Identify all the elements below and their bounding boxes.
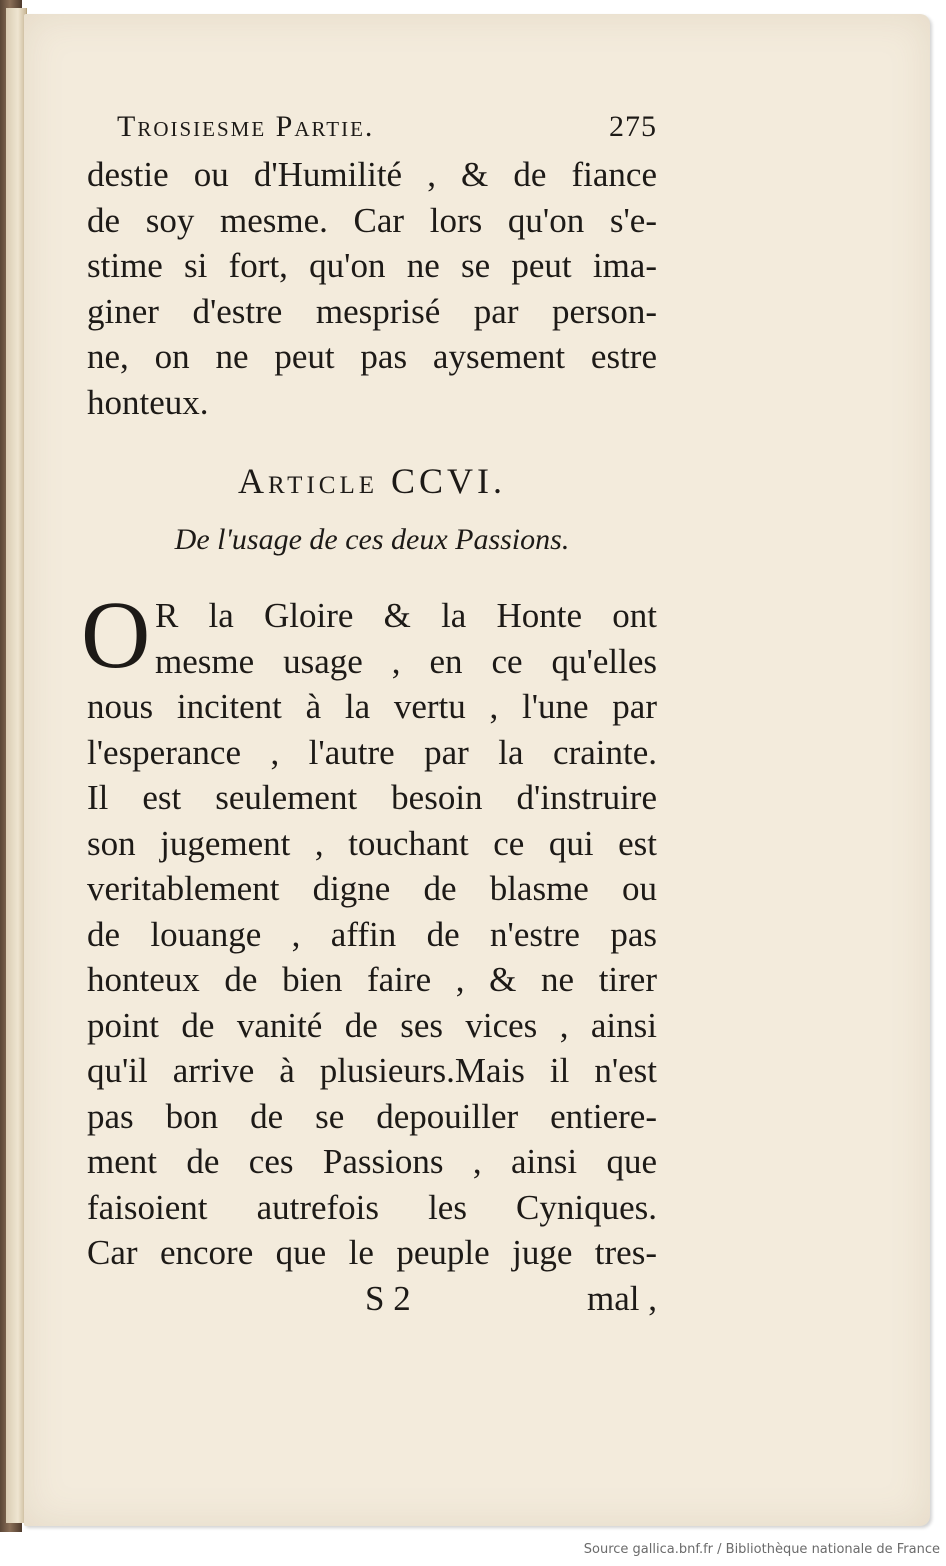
- text-line: de soy mesme. Car lors qu'on s'e-: [87, 200, 657, 240]
- text-line: faisoient autrefois les Cyniques.: [87, 1187, 657, 1227]
- text-line: giner d'estre mesprisé par person-: [87, 291, 657, 331]
- page-number: 275: [609, 110, 657, 143]
- text-line: R la Gloire & la Honte ont: [155, 596, 657, 635]
- text-line: honteux de bien faire , & ne tirer: [87, 960, 657, 999]
- text-line: son jugement , touchant ce qui est: [87, 823, 657, 863]
- article-subtitle: De l'usage de ces deux Passions.: [174, 523, 570, 556]
- text-line: honteux.: [87, 382, 209, 422]
- page-sheet: [24, 14, 930, 1526]
- article-paragraph: [81, 581, 657, 1276]
- text-line: ment de ces Passions , ainsi que: [87, 1142, 657, 1181]
- continued-paragraph: [87, 152, 657, 425]
- text-line: qu'il arrive à plusieurs.Mais il n'est: [87, 1051, 657, 1090]
- text-line: point de vanité de ses vices , ainsi: [87, 1005, 657, 1045]
- page-text: [81, 104, 657, 1322]
- source-credit: Source gallica.bnf.fr / Bibliothèque nationale de France: [583, 1542, 940, 1557]
- drop-cap: O: [81, 581, 151, 688]
- text-line: stime si fort, qu'on ne se peut ima-: [87, 246, 657, 285]
- text-line: Il est seulement besoin d'instruire: [87, 778, 657, 817]
- text-line: Car encore que le peuple juge tres-: [87, 1233, 657, 1272]
- text-line: veritablement digne de blasme ou: [87, 869, 657, 908]
- text-line: destie ou d'Humilité , & de fiance: [87, 155, 657, 194]
- catchword: mal ,: [587, 1278, 657, 1318]
- page-header: [87, 104, 657, 150]
- text-line: mesme usage , en ce qu'elles: [155, 641, 657, 681]
- text-line: l'esperance , l'autre par la crainte.: [87, 732, 657, 772]
- text-line: nous incitent à la vertu , l'une par: [87, 687, 657, 726]
- page-footer: [87, 1276, 657, 1322]
- signature-mark: S 2: [365, 1278, 411, 1318]
- text-line: pas bon de se depouiller entiere-: [87, 1096, 657, 1136]
- text-line: ne, on ne peut pas aysement estre: [87, 337, 657, 376]
- running-head: Troisiesme Partie.: [117, 110, 375, 143]
- article-heading: Article CCVI.: [238, 461, 506, 501]
- text-line: de louange , affin de n'estre pas: [87, 914, 657, 954]
